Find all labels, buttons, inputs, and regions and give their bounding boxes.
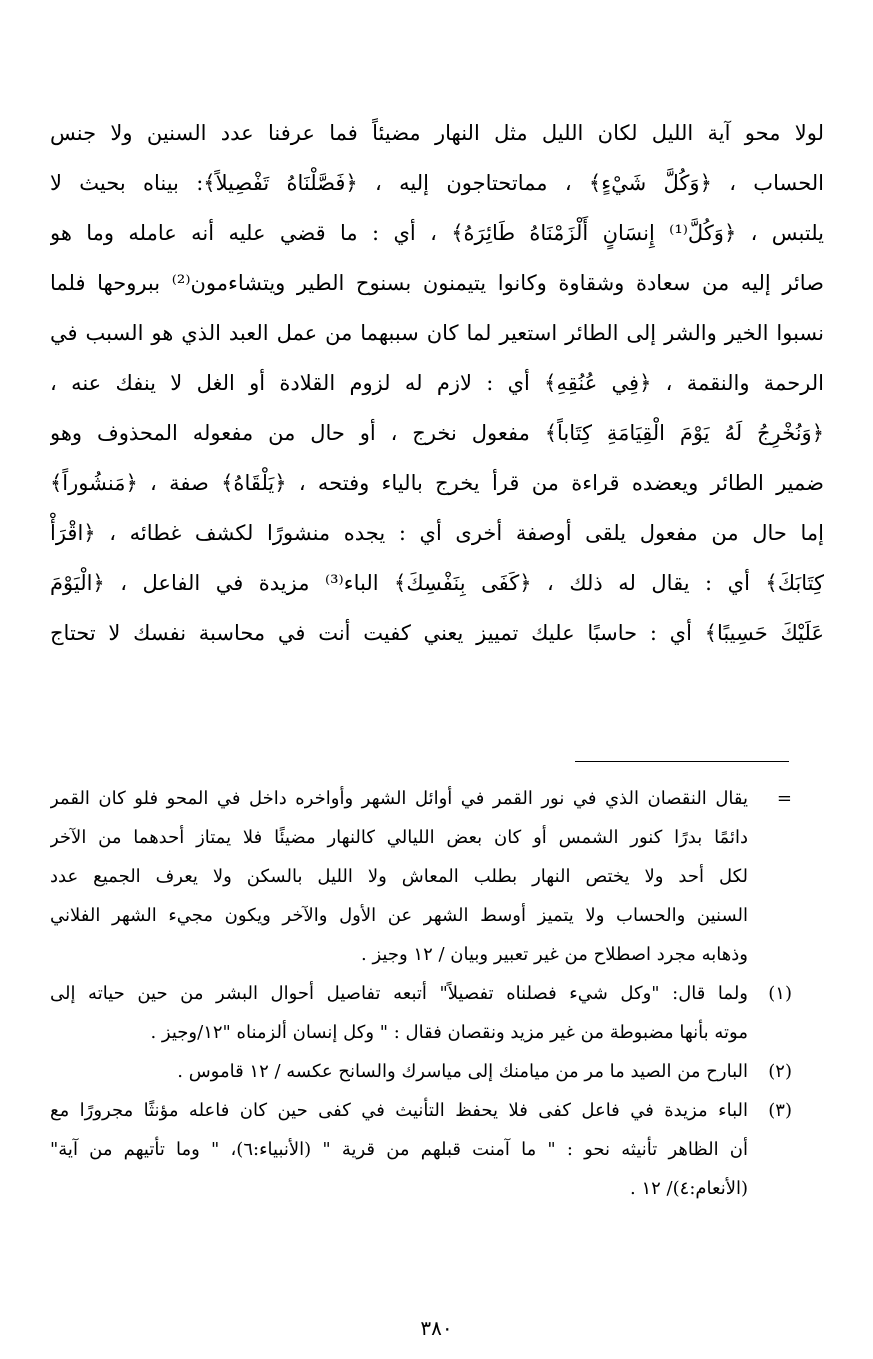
main-text-line: نسبوا الخير والشر إلى الطائر استعير لما كان سببهما من عمل العبد الذي هو السبب في [50,321,824,345]
footnote-continuation [50,779,792,974]
main-text-line: ﴿وَنُخْرِجُ لَهُ يَوْمَ الْقِيَامَةِ كِتَاباً﴾ مفعول نخرج ، أو حال من مفعوله المحذوف وهو [50,421,824,445]
footnote-mark: = [776,788,792,809]
footnotes [50,779,792,1208]
main-text-line: إما حال من مفعول يلقى أوصفة أخرى أي : يجده منشورًا لكشف غطائه ، ﴿اقْرَأْ [50,521,824,545]
main-text-line: كِتَابَكَ﴾ أي : يقال له ذلك ، ﴿كَفَى بِنَفْسِكَ﴾ الباء⁽³⁾ مزيدة في الفاعل ، ﴿الْيَوْمَ [50,571,824,595]
footnote-divider [575,761,789,762]
footnote-line: البارح من الصيد ما مر من ميامنك إلى مياسرك والسانح عكسه / ١٢ قاموس . [177,1061,748,1082]
footnote-line: ولما قال: "وكل شيء فصلناه تفصيلاً" أتبعه تفاصيل أحوال البشر من حين حياته إلى [50,983,748,1004]
footnote-2 [50,1052,792,1091]
footnote-line: أن الظاهر تأنيثه نحو : " ما آمنت قبلهم من قرية " (الأنبياء:٦)، " وما تأتيهم من آية" [50,1139,748,1160]
footnote-mark: (١) [768,983,792,1004]
footnote-mark: (٣) [768,1100,792,1121]
footnote-line: دائمًا بدرًا كنور الشمس أو كان بعض الليالي كالنهار مضيئًا فلا يمتاز أحدهما من الآخر [50,827,748,848]
main-text-line: يلتبس ، ﴿وَكُلَّ⁽¹⁾ إِنسَانٍ أَلْزَمْنَاهُ طَائِرَهُ﴾ ، أي : ما قضي عليه أنه عامله وما هو [50,221,824,245]
main-text [50,108,824,658]
footnote-line: يقال النقصان الذي في نور القمر في أوائل الشهر وأواخره داخل في المحو فلو كان القمر [50,788,748,809]
footnote-mark: (٢) [768,1061,792,1082]
footnote-1 [50,974,792,1052]
footnote-line: (الأنعام:٤)/ ١٢ . [630,1178,748,1199]
page-number: ٣٨٠ [420,1316,453,1340]
footnote-line: لكل أحد ولا يختص النهار بطلب المعاش ولا الليل بالسكن ولا يعرف الجميع عدد [50,866,748,887]
main-text-line: صائر إليه من سعادة وشقاوة وكانوا يتيمنون بسنوح الطير ويتشاءمون⁽²⁾ ببروحها فلما [50,271,824,295]
main-text-line: عَلَيْكَ حَسِيبًا﴾ أي : حاسبًا عليك تمييز يعني كفيت أنت في محاسبة نفسك لا تحتاج [50,621,824,645]
main-text-line: الحساب ، ﴿وَكُلَّ شَيْءٍ﴾ ، مماتحتاجون إليه ، ﴿فَصَّلْنَاهُ تَفْصِيلاً﴾: بيناه بحيث لا [50,171,824,195]
main-text-line: الرحمة والنقمة ، ﴿فِي عُنُقِهِ﴾ أي : لازم له لزوم القلادة أو الغل لا ينفك عنه ، [50,371,824,395]
footnote-line: الباء مزيدة في فاعل كفى فلا يحفظ التأنيث في كفى حين كان فاعله مؤنثًا مجرورًا مع [50,1100,748,1121]
footnote-line: السنين والحساب ولا يتميز أوسط الشهر عن الأول والآخر ويكون مجيء الشهر الفلاني [50,905,748,926]
main-text-line: ضمير الطائر ويعضده قراءة من قرأ يخرج بالياء وفتحه ، ﴿يَلْقَاهُ﴾ صفة ، ﴿مَنشُوراً﴾ [50,471,824,495]
main-text-line: لولا محو آية الليل لكان الليل مثل النهار مضيئاً فما عرفنا عدد السنين ولا جنس [50,121,824,145]
footnote-line: وذهابه مجرد اصطلاح من غير تعبير وبيان / ١٢ وجيز . [361,944,748,965]
footnote-3 [50,1091,792,1208]
footnote-line: موته بأنها مضبوطة من غير مزيد ونقصان فقال : " وكل إنسان ألزمناه "١٢/وجيز . [150,1022,748,1043]
